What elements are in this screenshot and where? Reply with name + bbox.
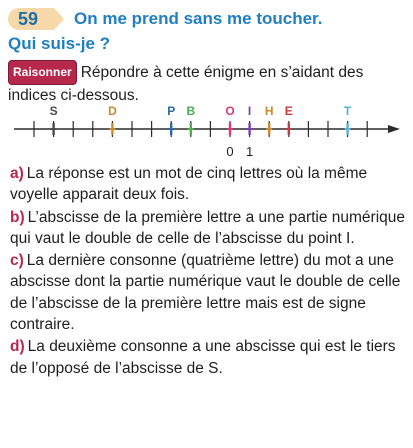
clues-list xyxy=(10,163,410,380)
exercise-title: On me prend sans me toucher. xyxy=(74,9,323,28)
point-label: B xyxy=(186,105,196,118)
point-label: P xyxy=(167,105,176,118)
axis-arrow-icon xyxy=(388,125,400,133)
exercise-number-badge: 59 xyxy=(8,8,54,30)
clue-letter: c) xyxy=(10,252,24,270)
clue-letter: d) xyxy=(10,338,25,356)
tick-label: 1 xyxy=(245,144,254,159)
title-row xyxy=(8,8,408,30)
clue-letter: a) xyxy=(10,165,24,182)
exercise-header xyxy=(8,8,408,106)
instruction xyxy=(8,60,408,106)
clue-d xyxy=(10,336,410,379)
clue-a xyxy=(10,163,410,206)
exercise-subtitle: Qui suis-je ? xyxy=(8,34,111,53)
point-label: D xyxy=(108,105,117,118)
point-label: H xyxy=(264,105,274,118)
number-line xyxy=(12,105,406,165)
point-label: O xyxy=(225,105,235,118)
clue-text: La dernière consonne (quatrième lettre) du mot a une abscisse dont la partie numérique vaut le double de celle de l’abscisse de la première lettre mais est de signe contraire. xyxy=(10,252,401,334)
point-label: S xyxy=(49,105,58,118)
clue-c xyxy=(10,250,410,335)
point-label: I xyxy=(247,105,252,118)
point-label: T xyxy=(343,105,352,118)
clue-letter: b) xyxy=(10,208,25,226)
point-label: E xyxy=(284,105,293,118)
clue-text: La réponse est un mot de cinq lettres où la même voyelle apparait deux fois. xyxy=(10,165,368,204)
tick-label: 0 xyxy=(226,144,234,159)
clue-text: L’abscisse de la première lettre a une partie numérique qui vaut le double de celle de l’abscisse du point I. xyxy=(10,208,406,247)
instruction-text: Répondre à cette énigme en s’aidant des indices ci-dessous. xyxy=(8,64,364,104)
clue-text: La deuxième consonne a une abscisse qui est le tiers de l’opposé de l’abscisse de S. xyxy=(10,338,396,377)
clue-b xyxy=(10,207,410,250)
skill-tag: Raisonner xyxy=(8,60,77,85)
